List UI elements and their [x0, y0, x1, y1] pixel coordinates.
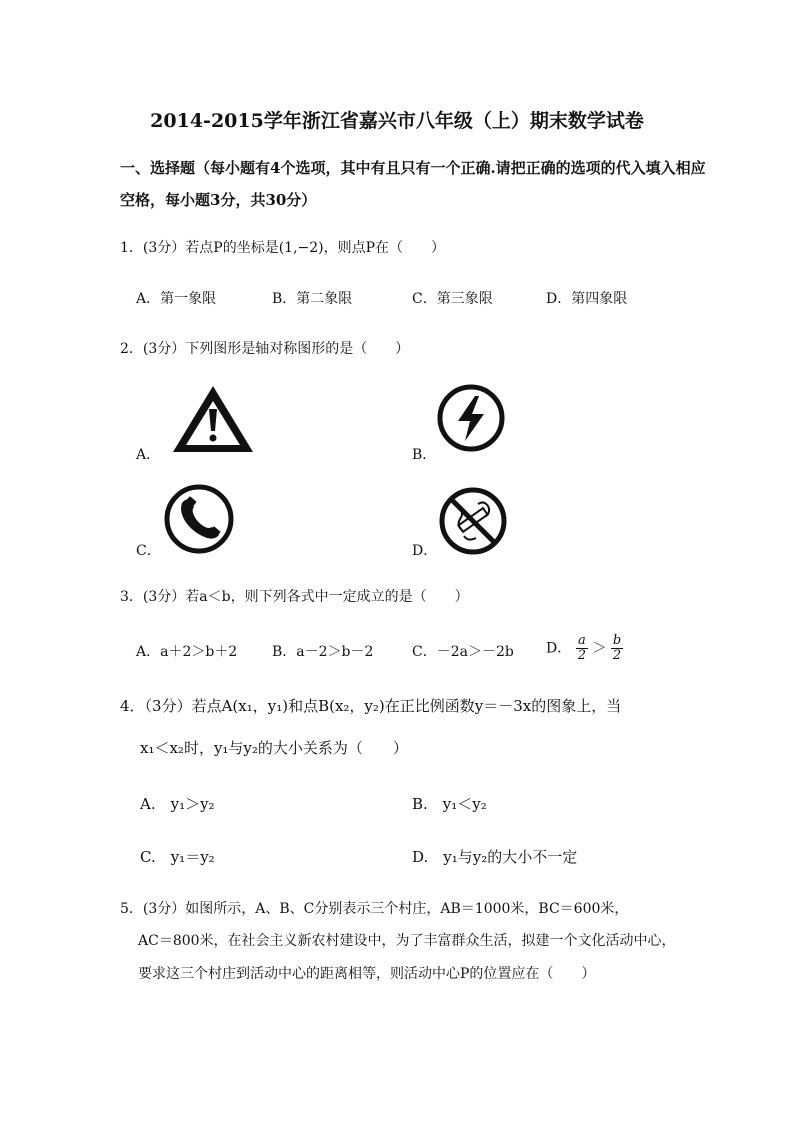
question-5-line3: 要求这三个村庄到活动中心的距离相等，则活动中心P的位置应在（ ）	[138, 966, 596, 982]
q3-option-d	[546, 634, 623, 663]
question-1-text: 1．(3分）若点P的坐标是(1,−2)，则点P在（ ）	[120, 240, 446, 256]
q3-option-b: B．a－2＞b－2	[272, 644, 374, 660]
q2-label-d: D．	[412, 543, 438, 559]
q2-label-a: A．	[136, 447, 161, 463]
fraction-b-over-2	[611, 634, 623, 663]
q3-option-c: C．－2a＞－2b	[412, 644, 514, 660]
fraction-a-over-2	[576, 634, 588, 663]
q1-option-c: C．第三象限	[412, 291, 493, 307]
section-heading-line2: 空格，每小题3分，共30分）	[120, 191, 317, 209]
q1-option-d: D．第四象限	[546, 291, 628, 307]
question-3-text: 3．(3分）若a＜b，则下列各式中一定成立的是（ ）	[120, 589, 469, 605]
question-4-line1: 4．（3分）若点A(x₁，y₁)和点B(x₂，y₂)在正比例函数y＝－3x的图象上，当	[120, 697, 622, 715]
fraction-denominator: 2	[612, 648, 622, 663]
q3-option-d-prefix: D．	[546, 640, 572, 657]
q2-label-c: C．	[136, 543, 161, 559]
page-title: 2014-2015学年浙江省嘉兴市八年级（上）期末数学试卷	[150, 110, 644, 132]
q1-option-a: A．第一象限	[136, 291, 217, 307]
question-4-line2: x₁＜x₂时，y₁与y₂的大小关系为（ ）	[140, 739, 408, 757]
question-5-line2: AC＝800米，在社会主义新农村建设中，为了丰富群众生活，拟建一个文化活动中心，	[138, 933, 676, 949]
q4-option-c: C. y₁＝y₂	[140, 848, 215, 866]
question-5-line1: 5．(3分）如图所示，A、B、C分别表示三个村庄，AB＝1000米，BC＝600米，	[120, 901, 629, 917]
fraction-denominator: 2	[577, 648, 586, 663]
no-smoking-icon	[438, 486, 508, 556]
fraction-numerator: a	[576, 634, 588, 649]
fraction-numerator: b	[612, 633, 622, 648]
q4-option-d: D. y₁与y₂的大小不一定	[412, 848, 578, 866]
q4-option-b: B. y₁＜y₂	[412, 795, 487, 813]
phone-circle-icon	[163, 483, 235, 555]
q4-option-a: A. y₁＞y₂	[140, 795, 215, 813]
question-2-text: 2．(3分）下列图形是轴对称图形的是（ ）	[120, 341, 410, 357]
greater-than-sign: ＞	[592, 640, 607, 657]
warning-triangle-icon	[170, 383, 256, 455]
q2-label-b: B．	[412, 447, 437, 463]
q1-option-b: B．第二象限	[272, 291, 353, 307]
q3-option-a: A．a＋2＞b＋2	[136, 644, 238, 660]
lightning-circle-icon	[436, 383, 506, 453]
section-heading-line1: 一、选择题（每小题有4个选项，其中有且只有一个正确.请把正确的选项的代入填入相应	[120, 159, 706, 177]
